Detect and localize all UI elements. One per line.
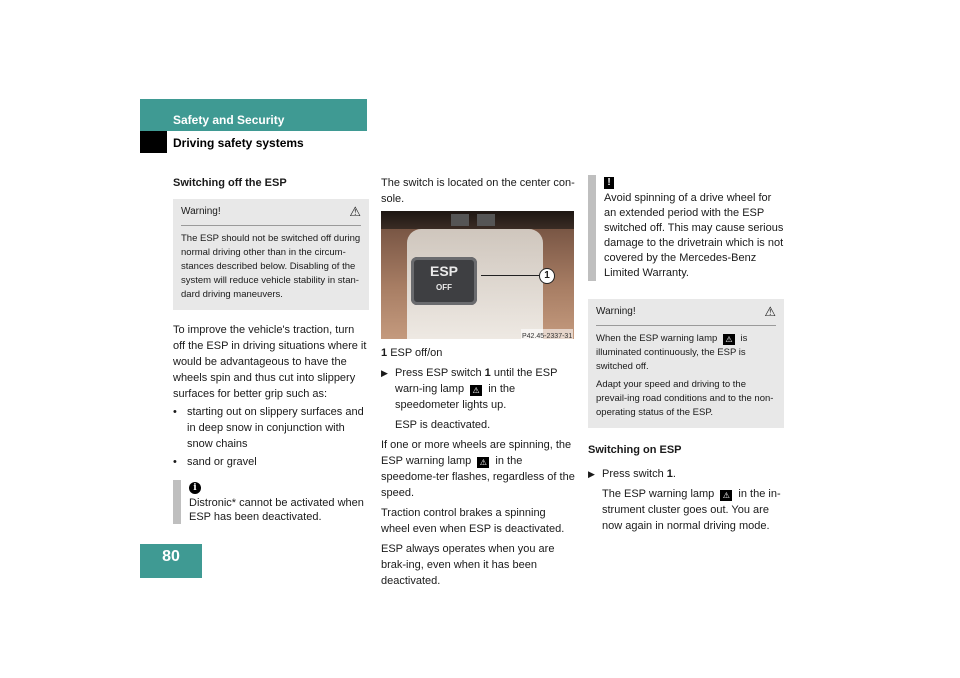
bullet-icon: • <box>173 456 177 468</box>
warning-text: Adapt your speed and driving to the prevail-ing road conditions and to the non-operating status of the ESP. <box>596 379 774 418</box>
header-tab-marker <box>140 131 167 153</box>
intro-paragraph: To improve the vehicle's traction, turn off the ESP in driving situations where it would be advantageous to have the wheels spin and thus cut into slippery surfaces for better grip such as: <box>173 324 367 400</box>
esp-button-sublabel: OFF <box>436 283 452 292</box>
callout-line <box>481 275 539 276</box>
note-text: Distronic* cannot be activated when ESP has been deactivated. <box>189 497 364 523</box>
heading-switching-off: Switching off the ESP <box>173 177 287 189</box>
step-item: ▶ Press ESP switch 1 until the ESP warn-ing lamp ⚠ in the speedometer lights up. <box>381 367 558 411</box>
list-item <box>173 404 369 452</box>
caution-box <box>588 175 784 281</box>
esp-button-label: ESP <box>429 263 458 279</box>
warning-header <box>596 305 776 326</box>
warning-text: When the ESP warning lamp ⚠ is illuminated continuously, the ESP is switched off. <box>596 333 748 372</box>
step-result: The ESP warning lamp ⚠ in the in-strument cluster goes out. You are now again in normal driving mode. <box>602 488 781 532</box>
note-bar <box>173 480 181 524</box>
step-result: ESP is deactivated. <box>395 419 491 431</box>
paragraph-traction: Traction control brakes a spinning wheel even when ESP is deactivated. <box>381 507 565 535</box>
note-box <box>173 480 369 524</box>
step-item: ▶ Press switch 1. <box>588 468 676 480</box>
page-number: 80 <box>162 548 180 565</box>
switch-location-text: The switch is located on the center con-sole. <box>381 177 575 205</box>
legend-text: ESP off/on <box>390 347 443 359</box>
esp-warning-lamp-icon: ⚠ <box>470 385 482 396</box>
list-item-text: starting out on slippery surfaces and in deep snow in conjunction with snow chains <box>187 406 364 450</box>
column-right <box>588 175 784 534</box>
warning-triangle-icon: ⚠ <box>764 304 776 319</box>
warning-triangle-icon: ⚠ <box>349 204 361 219</box>
warning-header <box>181 205 361 226</box>
callout-number: 1 <box>539 268 555 284</box>
esp-warning-lamp-icon: ⚠ <box>720 490 732 501</box>
paragraph-spinning: If one or more wheels are spinning, the ESP warning lamp ⚠ in the speedome-ter flashes, regardless of the speed. <box>381 439 575 499</box>
warning-label: Warning! <box>596 306 636 317</box>
exclamation-icon: ! <box>604 177 614 189</box>
warning-box <box>173 199 369 310</box>
arrow-icon: ▶ <box>381 368 388 378</box>
warning-box <box>588 299 784 428</box>
column-middle <box>381 175 577 589</box>
photo-code: P42.45-2337-31 <box>521 329 573 339</box>
warning-text: The ESP should not be switched off during normal driving other than in the circum-stances described below. Disabling of the system will reduce vehicle stability in stan-dard driving maneuvers. <box>181 233 361 300</box>
esp-warning-lamp-icon: ⚠ <box>477 457 489 468</box>
esp-warning-lamp-icon: ⚠ <box>723 334 735 345</box>
info-icon: i <box>189 482 201 494</box>
section-title: Safety and Security <box>173 113 285 127</box>
esp-switch-photo <box>381 211 574 339</box>
caution-bar <box>588 175 596 281</box>
legend-number: 1 <box>381 347 388 359</box>
bullet-icon: • <box>173 406 177 418</box>
section-subtitle: Driving safety systems <box>173 136 304 150</box>
legend-line <box>381 345 577 361</box>
arrow-icon: ▶ <box>588 469 595 479</box>
list-item <box>173 454 369 470</box>
column-left <box>173 175 369 524</box>
paragraph-braking: ESP always operates when you are brak-ing, even when it has been deactivated. <box>381 543 555 587</box>
warning-label: Warning! <box>181 206 221 217</box>
list-item-text: sand or gravel <box>187 456 257 468</box>
caution-text: Avoid spinning of a drive wheel for an extended period with the ESP switched off. This may cause serious damage to the drivetrain which is not covered by the Mercedes-Benz Limited Warranty. <box>604 192 784 279</box>
heading-switching-on: Switching on ESP <box>588 444 682 456</box>
